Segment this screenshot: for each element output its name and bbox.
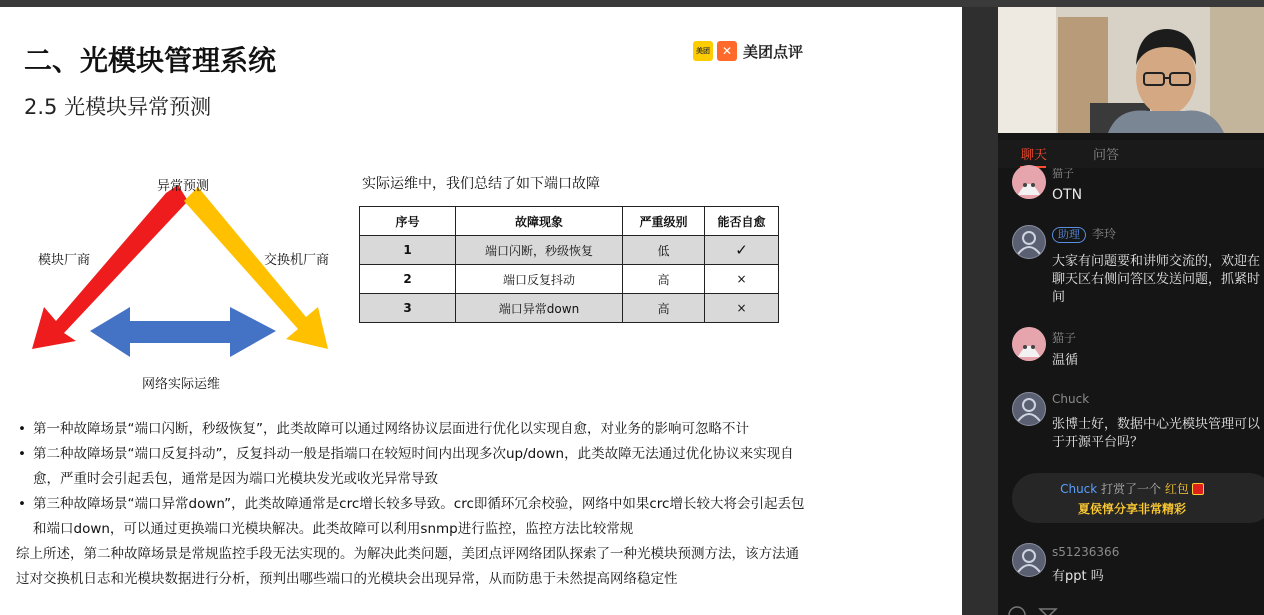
table-header: 故障现象 <box>456 207 623 236</box>
table-cell: ✓ <box>705 236 779 265</box>
cat-avatar-icon <box>1012 327 1046 361</box>
bullet-text: 第二种故障场景“端口反复抖动”，反复抖动一般是指端口在较短时间内出现多次up/down，此类故障无法通过优化协议来实现自愈，严重时会引起丢包，通常是因为端口光模块发光或收光异常导致 <box>33 446 794 487</box>
table-cell: × <box>705 265 779 294</box>
message-username: s51236366 <box>1052 545 1120 559</box>
table-caption: 实际运维中，我们总结了如下端口故障 <box>362 176 600 192</box>
chat-message <box>998 543 1264 593</box>
message-text-line: 大家有问题要和讲师交流的，欢迎在 <box>1052 254 1261 269</box>
message-username-row <box>1052 225 1116 243</box>
table-header: 严重级别 <box>623 207 705 236</box>
avatar <box>1012 165 1046 199</box>
meituan-logo-icon: 美团 <box>693 41 713 61</box>
bullet-text: 第三种故障场景“端口异常down”，此类故障通常是crc增长较多导致。crc即循环冗余校验，网络中如果crc增长较大将会引起丢包和端口down，可以通过更换端口光模块解决。此类故障可以利用snmp进行监控，监控方法比较常规 <box>33 496 805 537</box>
gift-notification <box>1012 473 1264 523</box>
message-username: Chuck <box>1052 392 1090 406</box>
message-text-line: 于开源平台吗？ <box>1052 435 1144 450</box>
table-row <box>360 265 779 294</box>
message-text-line: 间 <box>1052 290 1066 305</box>
avatar <box>1012 543 1046 577</box>
diagram-label-bottom: 网络实际运维 <box>142 377 221 392</box>
table-cell: 高 <box>623 294 705 323</box>
gift-line <box>1012 480 1252 497</box>
slide-body-text <box>16 417 806 592</box>
cat-avatar-icon <box>1012 165 1046 199</box>
table-cell: 3 <box>360 294 456 323</box>
meituan-dianping-logo <box>693 40 803 62</box>
message-username: 猫子 <box>1052 331 1077 345</box>
chat-message <box>998 165 1264 217</box>
message-username: 李玲 <box>1092 227 1117 241</box>
gift-note: 夏侯惇分享非常精彩 <box>1077 502 1186 516</box>
divider-gutter <box>962 7 998 615</box>
bullet-item: • 第一种故障场景“端口闪断，秒级恢复”，此类故障可以通过网络协议层面进行优化以实现自愈，对业务的影响可忽略不计 <box>16 417 806 442</box>
user-avatar-icon <box>1013 544 1045 576</box>
presenter-video-frame <box>998 7 1264 133</box>
gift-action: 打赏了一个 <box>1101 482 1162 496</box>
bullet-item: • 第二种故障场景“端口反复抖动”，反复抖动一般是指端口在较短时间内出现多次up/down，此类故障无法通过优化协议来实现自愈，严重时会引起丢包，通常是因为端口光模块发光或收光异常导致 <box>16 442 806 492</box>
bullet-text: 第一种故障场景“端口闪断，秒级恢复”，此类故障可以通过网络协议层面进行优化以实现自愈，对业务的影响可忽略不计 <box>33 421 749 437</box>
tab-qa[interactable]: 问答 <box>1093 148 1120 163</box>
table-cell: 2 <box>360 265 456 294</box>
avatar <box>1012 225 1046 259</box>
table-cell: 低 <box>623 236 705 265</box>
message-text: OTN <box>1052 187 1083 203</box>
avatar <box>1012 392 1046 426</box>
diagram-label-right: 交换机厂商 <box>264 253 330 268</box>
table-cell: × <box>705 294 779 323</box>
chat-toolbar-icons[interactable] <box>1008 605 1068 615</box>
tab-chat[interactable]: 聊天 <box>1021 148 1048 163</box>
chat-message <box>998 225 1264 315</box>
message-text: 有ppt 吗 <box>1052 569 1104 584</box>
table-row <box>360 294 779 323</box>
table-header: 序号 <box>360 207 456 236</box>
presentation-slide <box>0 7 962 615</box>
table-header-row <box>360 207 779 236</box>
dianping-logo-icon: ✕ <box>717 41 737 61</box>
avatar <box>1012 327 1046 361</box>
chat-tabs <box>998 140 1264 168</box>
presenter-video <box>998 7 1264 133</box>
summary-text: 综上所述，第二种故障场景是常规监控手段无法实现的。为解决此类问题，美团点评网络团队探索了一种光模块预测方法，该方法通过对交换机日志和光模块数据进行分析，预判出哪些端口的光模块会出现异常，从而防患于未然提高网络稳定性 <box>16 546 799 587</box>
table-cell: 端口反复抖动 <box>456 265 623 294</box>
arrow-bottom-blue <box>90 307 276 357</box>
message-text: 温循 <box>1052 353 1079 368</box>
gift-username: Chuck <box>1060 482 1098 496</box>
table-header: 能否自愈 <box>705 207 779 236</box>
bullet-item: • 第三种故障场景“端口异常down”，此类故障通常是crc增长较多导致。crc即循环冗余校验，网络中如果crc增长较大将会引起丢包和端口down，可以通过更换端口光模块解决。此类故障可以利用snmp进行监控，监控方法比较常规 <box>16 492 806 542</box>
message-username: 猫子 <box>1052 167 1074 180</box>
table-cell: 端口闪断，秒级恢复 <box>456 236 623 265</box>
slide-subtitle: 2.5 光模块异常预测 <box>24 95 212 119</box>
message-text-line: 聊天区右侧问答区发送问题，抓紧时 <box>1052 272 1261 287</box>
role-badge: 助理 <box>1052 227 1086 243</box>
live-chat-panel <box>998 7 1264 615</box>
user-avatar-icon <box>1013 393 1045 425</box>
user-avatar-icon <box>1013 226 1045 258</box>
table-cell: 1 <box>360 236 456 265</box>
top-bar <box>0 0 1264 7</box>
chat-message <box>998 392 1264 462</box>
logo-text: 美团点评 <box>743 42 804 61</box>
chat-message <box>998 327 1264 377</box>
red-envelope-icon <box>1192 483 1204 495</box>
triangle-diagram <box>20 167 340 397</box>
diagram-arrows <box>20 167 340 397</box>
message-text-line: 张博士好，数据中心光模块管理可以 <box>1052 417 1261 432</box>
diagram-label-left: 模块厂商 <box>38 253 91 268</box>
fault-table <box>359 206 779 323</box>
table-cell: 端口异常down <box>456 294 623 323</box>
table-cell: 高 <box>623 265 705 294</box>
table-row <box>360 236 779 265</box>
diagram-label-top: 异常预测 <box>157 179 210 194</box>
gift-item: 红包 <box>1164 482 1189 496</box>
slide-title: 二、光模块管理系统 <box>24 44 277 77</box>
